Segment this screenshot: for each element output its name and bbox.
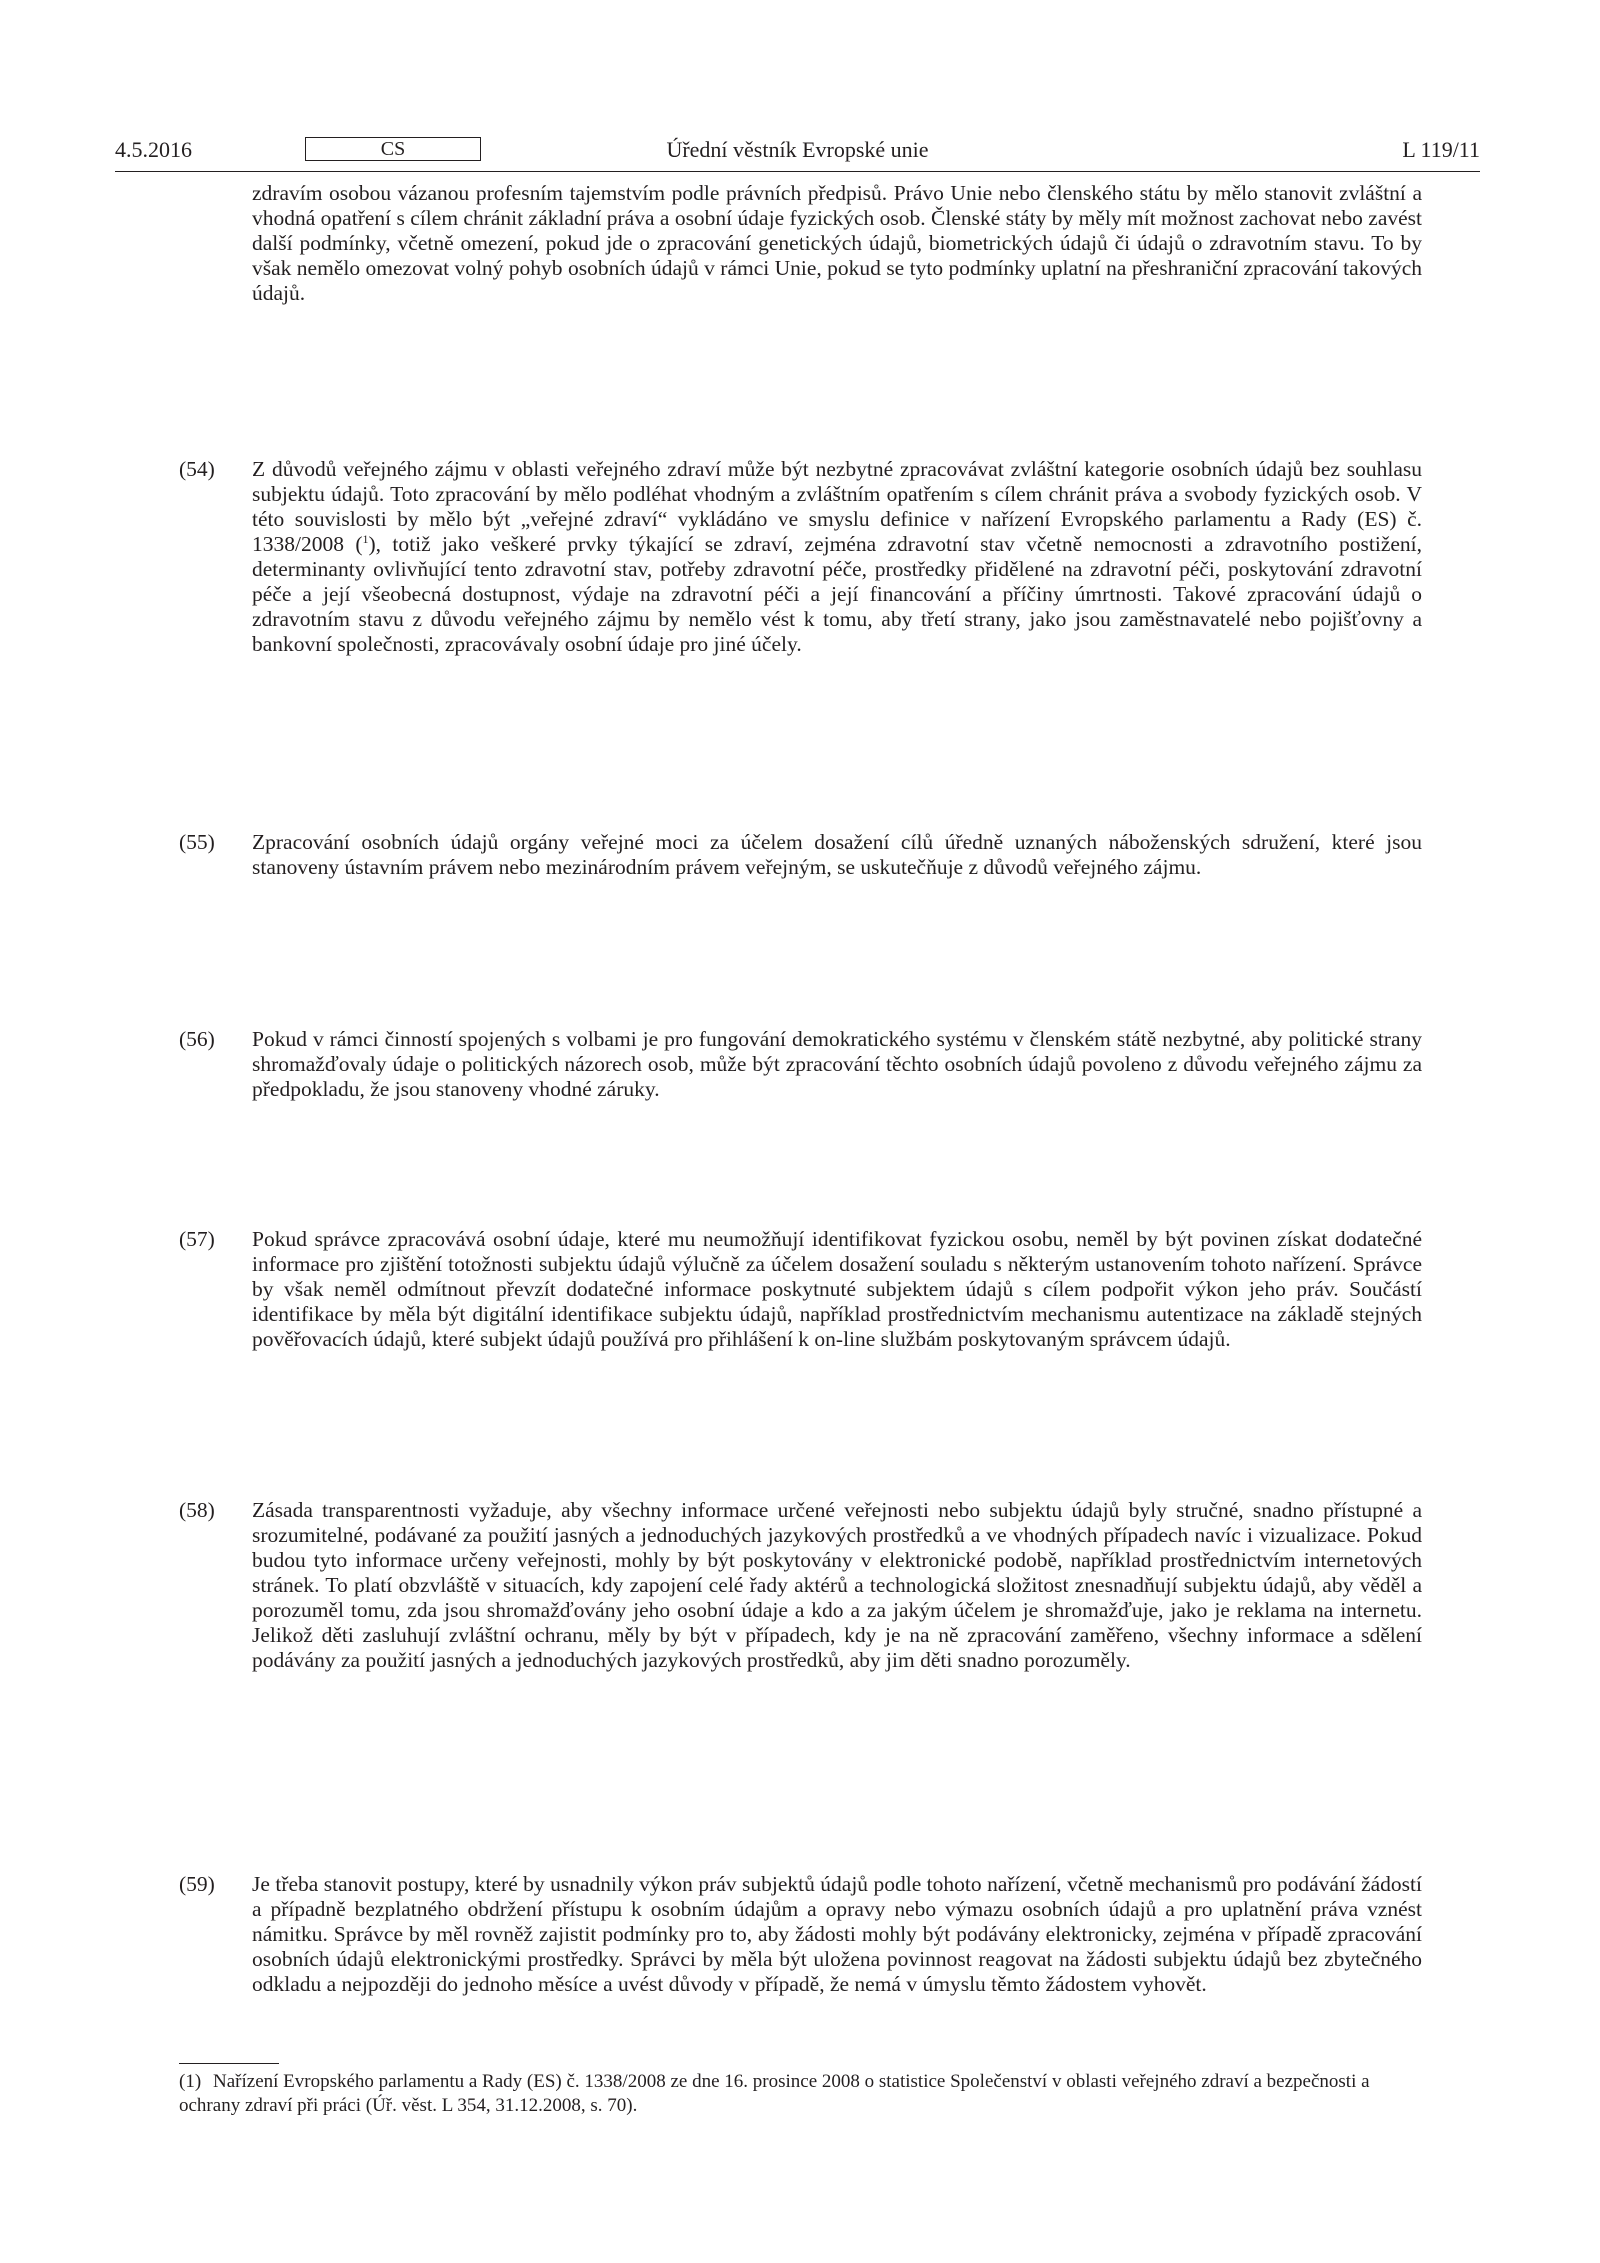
intro-paragraph <box>252 181 1422 306</box>
recital-text: Zásada transparentnosti vyžaduje, aby všechny informace určené veřejnosti nebo subjektu údajů byly stručné, snadno přístupné a srozumitelné, podávané za použití jasných a jednoduchých jazykových prostředků a ve vhodných případech navíc i vizualizace. Pokud budou tyto informace určeny veřejnosti, mohly by být poskytovány v elektronické podobě, například prostřednictvím internetových stránek. To platí obzvláště v situacích, kdy zapojení celé řady aktérů a technologická složitost znesnadňují subjektu údajů, aby věděl a porozuměl tomu, zda jsou shromažďovány jeho osobní údaje a kdo a za jakým účelem je shromažďuje, jako je reklama na internetu. Jelikož děti zasluhují zvláštní ochranu, měly by být v případech, kdy je na ně zpracování zaměřeno, všechny informace a sdělení podávány za použití jasných a jednoduchých jazykových prostředků, aby jim děti snadno porozuměly. <box>252 1498 1422 1672</box>
footnote-reference[interactable]: 1 <box>362 531 369 546</box>
recital-text: Z důvodů veřejného zájmu v oblasti veřejného zdraví může být nezbytné zpracovávat zvláštní kategorie osobních údajů bez souhlasu subjektu údajů. Toto zpracování by mělo podléhat vhodným a zvláštním opatřením s cílem chránit práva a svobody fyzických osob. V této souvislosti by mělo být „veřejné zdraví“ vykládáno ve smyslu definice v nařízení Evropského parlamentu a Rady (ES) č. 1338/2008 ( <box>252 457 1422 556</box>
recital-text-continued: ), totiž jako veškeré prvky týkající se zdraví, zejména zdravotní stav včetně nemocnosti a zdravotního postižení, determinanty ovlivňující tento zdravotní stav, potřeby zdravotní péče, prostředky přidělené na zdravotní péči, poskytování zdravotní péče a její všeobecná dostupnost, výdaje na zdravotní péči a její financování a příčiny úmrtnosti. Takové zpracování údajů o zdravotním stavu z důvodu veřejného zájmu by nemělo vést k tomu, aby třetí strany, jako jsou zaměstnavatelé nebo pojišťovny a bankovní společnosti, zpracovávaly osobní údaje pro jiné účely. <box>252 532 1422 656</box>
journal-title: Úřední věstník Evropské unie <box>666 137 929 162</box>
language-badge: CS <box>305 137 481 161</box>
page-header <box>115 133 1480 167</box>
publication-date: 4.5.2016 <box>115 137 192 162</box>
recital-54 <box>179 457 1422 657</box>
recital-number: (55) <box>179 830 215 854</box>
recital-57 <box>179 1227 1422 1352</box>
recital-text: Pokud v rámci činností spojených s volbami je pro fungování demokratického systému v členském státě nezbytné, aby politické strany shromažďovaly údaje o politických názorech osob, může být zpracování těchto osobních údajů povoleno z důvodu veřejného zájmu za předpokladu, že jsou stanoveny vhodné záruky. <box>252 1027 1422 1101</box>
recital-number: (58) <box>179 1498 215 1522</box>
recital-55 <box>179 830 1422 880</box>
recital-59 <box>179 1872 1422 1997</box>
recital-text: Zpracování osobních údajů orgány veřejné moci za účelem dosažení cílů úředně uznaných náboženských sdružení, které jsou stanoveny ústavním právem nebo mezinárodním právem veřejným, se uskutečňuje z důvodů veřejného zájmu. <box>252 830 1422 879</box>
recital-number: (57) <box>179 1227 215 1251</box>
recital-number: (59) <box>179 1872 215 1896</box>
page-reference: L 119/11 <box>1402 137 1480 162</box>
footnote-text: Nařízení Evropského parlamentu a Rady (ES) č. 1338/2008 ze dne 16. prosince 2008 o statistice Společenství v oblasti veřejného zdraví a bezpečnosti a ochrany zdraví při práci (Úř. věst. L 354, 31.12.2008, s. 70). <box>179 2071 1370 2116</box>
recital-number: (54) <box>179 457 215 481</box>
footnote-mark: (1) <box>179 2071 202 2092</box>
header-divider <box>115 171 1480 172</box>
intro-text: zdravím osobou vázanou profesním tajemstvím podle právních předpisů. Právo Unie nebo členského státu by mělo stanovit zvláštní a vhodná opatření s cílem chránit základní práva a osobní údaje fyzických osob. Členské státy by měly mít možnost zachovat nebo zavést další podmínky, včetně omezení, pokud jde o zpracování genetických údajů, biometrických údajů či údajů o zdravotním stavu. To by však nemělo omezovat volný pohyb osobních údajů v rámci Unie, pokud se tyto podmínky uplatní na přeshraniční zpracování takových údajů. <box>252 181 1422 305</box>
footnote <box>179 2070 1422 2118</box>
recital-text: Je třeba stanovit postupy, které by usnadnily výkon práv subjektů údajů podle tohoto nařízení, včetně mechanismů pro podávání žádostí a případně bezplatného obdržení přístupu k osobním údajům a opravy nebo výmazu osobních údajů a pro uplatnění práva vznést námitku. Správce by měl rovněž zajistit podmínky pro to, aby žádosti mohly být podávány elektronicky, zejména v případě zpracování osobních údajů elektronickými prostředky. Správci by měla být uložena povinnost reagovat na žádosti subjektu údajů bez zbytečného odkladu a nejpozději do jednoho měsíce a uvést důvody v případě, že nemá v úmyslu těmto žádostem vyhovět. <box>252 1872 1422 1996</box>
footnote-divider <box>179 2063 279 2064</box>
recital-text: Pokud správce zpracovává osobní údaje, které mu neumožňují identifikovat fyzickou osobu, neměl by být povinen získat dodatečné informace pro zjištění totožnosti subjektu údajů výlučně za účelem dosažení souladu s některým ustanovením tohoto nařízení. Správce by však neměl odmítnout převzít dodatečné informace poskytnuté subjektem údajů s cílem podpořit výkon jeho práv. Součástí identifikace by měla být digitální identifikace subjektu údajů, například prostřednictvím mechanismu autentizace na základě stejných pověřovacích údajů, které subjekt údajů používá pro přihlášení k on-line službám poskytovaným správcem údajů. <box>252 1227 1422 1351</box>
recital-number: (56) <box>179 1027 215 1051</box>
recital-56 <box>179 1027 1422 1102</box>
recital-58 <box>179 1498 1422 1673</box>
